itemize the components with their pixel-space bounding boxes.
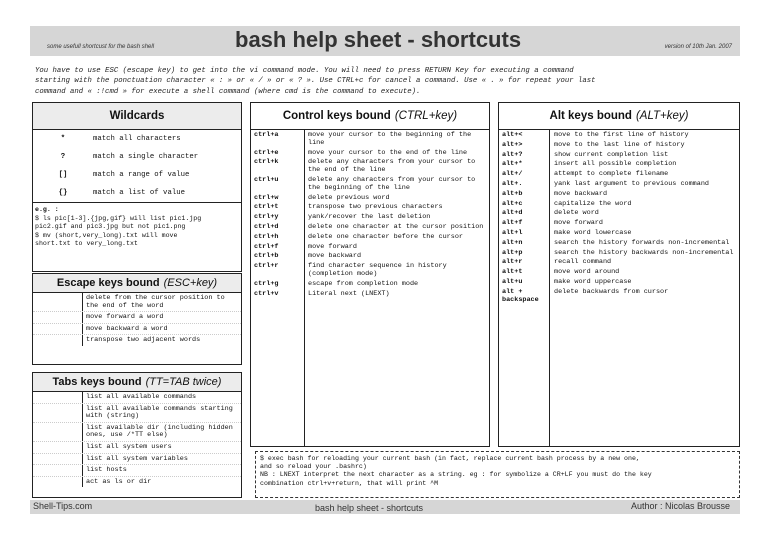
alt-desc: attempt to complete filename <box>554 170 669 179</box>
tabs-row-key <box>33 404 83 422</box>
page-title: bash help sheet - shortcuts <box>235 27 522 52</box>
wildcards-title-text: Wildcards <box>109 110 165 122</box>
tabs-row-desc: list all available commands <box>86 393 197 401</box>
control-title-text: Control keys bound <box>282 110 391 122</box>
control-row <box>251 157 489 175</box>
note-box <box>255 451 740 498</box>
control-key: ctrl+y <box>254 213 279 222</box>
control-key: ctrl+t <box>254 203 279 212</box>
alt-desc: show current completion list <box>554 150 669 159</box>
escape-row <box>33 311 241 323</box>
alt-key: alt+l <box>502 228 523 237</box>
escape-row-desc: move backward a word <box>86 324 168 333</box>
note-line: and so reload your .bashrc) <box>260 463 367 471</box>
escape-keys-panel <box>32 273 242 365</box>
alt-key: alt+. <box>502 179 523 188</box>
control-key: ctrl+e <box>254 148 279 157</box>
wildcard-key: {} <box>58 189 68 197</box>
wildcard-key: * <box>60 135 66 143</box>
alt-desc: move forward <box>554 219 603 228</box>
control-key: ctrl+v <box>254 289 279 298</box>
control-keys-panel <box>250 102 490 447</box>
escape-row-desc: transpose two adjacent words <box>86 336 201 345</box>
escape-row-desc: delete from the cursor position to the end of the word <box>86 294 225 310</box>
alt-row <box>499 189 739 199</box>
escape-row-key <box>33 335 83 346</box>
alt-desc: move word around <box>554 268 620 277</box>
alt-row <box>499 287 739 305</box>
tabs-row <box>33 422 241 441</box>
control-desc: delete any characters from your cursor to the end of the line <box>308 158 476 175</box>
wildcard-key: [] <box>58 171 68 179</box>
alt-key: alt+> <box>502 140 523 149</box>
alt-row <box>499 277 739 287</box>
control-key: ctrl+k <box>254 158 279 167</box>
alt-row <box>499 238 739 248</box>
control-row <box>251 289 489 299</box>
tabs-row-desc: list all available commands starting with (string) <box>86 404 233 421</box>
control-key: ctrl+w <box>254 193 279 202</box>
alt-row <box>499 228 739 238</box>
escape-rows <box>33 293 241 346</box>
control-desc: yank/recover the last deletion <box>308 213 431 222</box>
tabs-row <box>33 441 241 453</box>
control-key: ctrl+a <box>254 131 279 139</box>
alt-row <box>499 159 739 169</box>
tabs-row-key <box>33 454 83 465</box>
control-key: ctrl+h <box>254 232 279 241</box>
tabs-row-desc: list all system users <box>86 442 172 451</box>
alt-desc: search the history backwards non-incremental <box>554 248 734 257</box>
tabs-row <box>33 392 241 403</box>
tagline: some usefull shortcust for the bash shell <box>47 44 155 50</box>
control-key: ctrl+b <box>254 252 279 261</box>
tabs-row <box>33 453 241 465</box>
example-line: $ mv (short,very_long).txt will move <box>35 231 178 239</box>
control-row <box>251 212 489 222</box>
alt-key: alt+p <box>502 248 523 257</box>
tabs-row-key <box>33 423 83 441</box>
tabs-row <box>33 464 241 476</box>
column-divider <box>304 130 305 446</box>
example-line: short.txt to very_long.txt <box>35 240 138 247</box>
alt-key: alt+r <box>502 258 523 267</box>
alt-row <box>499 257 739 267</box>
escape-keys-title <box>33 274 241 293</box>
control-row <box>251 242 489 252</box>
alt-desc: move to the last line of history <box>554 140 685 149</box>
footer-band <box>30 500 740 514</box>
alt-key: alt+f <box>502 219 523 228</box>
tabs-title-text: Tabs keys bound <box>52 376 142 388</box>
column-divider <box>549 130 550 446</box>
tabs-row-desc: act as ls or dir <box>86 477 152 486</box>
note-line: $ exec bash for reloading your current bash (in fact, replace current bash process by a new one, <box>260 455 640 462</box>
control-desc: escape from completion mode <box>308 279 419 288</box>
control-key: ctrl+r <box>254 262 279 271</box>
escape-subtitle: (ESC+key) <box>163 277 218 289</box>
alt-desc: make word uppercase <box>554 277 632 286</box>
tabs-row-key <box>33 465 83 476</box>
control-desc: move backward <box>308 252 362 261</box>
alt-key: alt+d <box>502 209 523 218</box>
tabs-row-key <box>33 392 83 403</box>
wildcard-desc: match all characters <box>93 135 181 143</box>
control-keys-title <box>251 103 489 130</box>
header-band <box>30 26 740 56</box>
wildcards-example <box>33 202 241 247</box>
alt-row <box>499 140 739 150</box>
alt-key: alt+< <box>502 131 523 139</box>
escape-title-text: Escape keys bound <box>56 277 160 289</box>
alt-desc: move backward <box>554 189 608 198</box>
intro-line: You have to use ESC (escape key) to get into the vi command mode. You will need to press RETURN Key for executing a command <box>35 67 574 75</box>
control-rows <box>251 130 489 298</box>
alt-desc: move to the first line of history <box>554 131 689 139</box>
control-desc: Literal next (LNEXT) <box>308 289 390 298</box>
control-desc: move forward <box>308 242 357 251</box>
alt-row <box>499 218 739 228</box>
intro-line: starting with the ponctuation character « : » or « / » or « ? ». Use CTRL+c for cancel a command. Use « . » for repeat your last <box>35 77 596 86</box>
tabs-row-key <box>33 477 83 488</box>
alt-row <box>499 150 739 160</box>
footer-site-link[interactable]: Shell-Tips.com <box>33 501 93 511</box>
tabs-row-key <box>33 442 83 453</box>
control-desc: delete any characters from your cursor to the beginning of the line <box>308 175 476 192</box>
wildcards-title <box>33 103 241 130</box>
alt-key: alt+n <box>502 238 523 247</box>
control-row <box>251 261 489 279</box>
alt-row <box>499 179 739 189</box>
control-key: ctrl+g <box>254 279 279 288</box>
alt-desc: make word lowercase <box>554 228 632 237</box>
escape-row-key <box>33 293 83 311</box>
example-line: pic2.gif and pic3.jpg but not pic1.png <box>35 223 186 230</box>
tabs-keys-title <box>33 373 241 392</box>
control-row <box>251 222 489 232</box>
alt-keys-title <box>499 103 739 130</box>
control-row <box>251 148 489 158</box>
wildcard-desc: match a single character <box>93 153 199 161</box>
alt-desc: delete word <box>554 209 599 218</box>
wildcard-row <box>33 166 241 184</box>
wildcard-key: ? <box>60 153 66 161</box>
control-key: ctrl+d <box>254 222 279 231</box>
alt-desc: insert all possible completion <box>554 160 677 169</box>
alt-key: alt+c <box>502 199 523 208</box>
alt-desc: search the history forwards non-incremental <box>554 238 730 247</box>
control-row <box>251 202 489 212</box>
control-key: ctrl+f <box>254 242 279 251</box>
alt-row <box>499 248 739 258</box>
alt-keys-panel <box>498 102 740 447</box>
escape-row-desc: move forward a word <box>86 313 164 322</box>
control-row <box>251 130 489 148</box>
alt-subtitle: (ALT+key) <box>635 110 689 122</box>
control-desc: move your cursor to the beginning of the line <box>308 131 472 147</box>
tabs-row <box>33 403 241 422</box>
control-desc: delete one character before the cursor <box>308 232 463 241</box>
alt-key: alt+* <box>502 160 523 169</box>
alt-key: alt+b <box>502 189 523 198</box>
example-line: $ ls pic[1-3].{jpg,gif} will list pic1.jpg <box>35 214 202 222</box>
alt-key: alt+? <box>502 150 523 159</box>
example-label: e.g. : <box>35 206 59 213</box>
control-subtitle: (CTRL+key) <box>394 110 458 122</box>
alt-desc: delete backwards from cursor <box>554 287 669 296</box>
tabs-rows <box>33 392 241 487</box>
wildcard-desc: match a range of value <box>93 171 190 179</box>
note-line: NB : LNEXT interpret the next character as a string. eg : for symbolize a CR+LF you must do the key <box>260 471 652 479</box>
note-line: combination ctrl+v+return, that will print ^M <box>260 479 439 487</box>
control-row <box>251 193 489 203</box>
control-desc: delete previous word <box>308 193 390 202</box>
control-desc: find character sequence in history (completion mode) <box>308 262 447 278</box>
control-row <box>251 279 489 289</box>
alt-row <box>499 267 739 277</box>
control-key: ctrl+u <box>254 175 279 184</box>
alt-row <box>499 199 739 209</box>
footer-title: bash help sheet - shortcuts <box>315 503 424 513</box>
wildcard-row <box>33 148 241 166</box>
control-desc: transpose two previous characters <box>308 203 443 212</box>
wildcard-desc: match a list of value <box>93 189 185 197</box>
alt-row <box>499 130 739 140</box>
control-desc: delete one character at the cursor position <box>308 222 484 231</box>
wildcards-rows <box>33 130 241 202</box>
wildcard-row <box>33 184 241 202</box>
alt-desc: capitalize the word <box>554 199 632 208</box>
tabs-row-desc: list available dir (including hidden ones, use /*TT else) <box>86 423 233 440</box>
control-row <box>251 251 489 261</box>
tabs-row-desc: list hosts <box>86 466 127 475</box>
wildcards-panel <box>32 102 242 272</box>
alt-key: alt+u <box>502 277 523 286</box>
escape-row <box>33 323 241 335</box>
tabs-row <box>33 476 241 488</box>
escape-row-key <box>33 312 83 323</box>
intro-text <box>35 66 740 97</box>
tabs-row-desc: list all system variables <box>86 454 188 463</box>
control-desc: move your cursor to the end of the line <box>308 148 468 157</box>
alt-rows <box>499 130 739 304</box>
wildcard-row <box>33 130 241 148</box>
alt-row <box>499 208 739 218</box>
footer-author: Author : Nicolas Brousse <box>630 501 730 511</box>
intro-line: command and « :!cmd » for execute a shell command (where cmd is the command to execute). <box>35 87 421 96</box>
version-label: version of 10th Jan. 2007 <box>664 44 732 50</box>
escape-row-key <box>33 324 83 335</box>
alt-row <box>499 169 739 179</box>
alt-key: alt + backspace <box>502 287 539 304</box>
control-row <box>251 175 489 193</box>
alt-desc: recall command <box>554 258 612 267</box>
alt-desc: yank last argument to previous command <box>554 179 709 188</box>
tabs-keys-panel <box>32 372 242 498</box>
control-row <box>251 232 489 242</box>
escape-row <box>33 334 241 346</box>
alt-key: alt+/ <box>502 170 523 179</box>
escape-row <box>33 293 241 311</box>
alt-title-text: Alt keys bound <box>549 110 632 122</box>
tabs-subtitle: (TT=TAB twice) <box>145 376 222 388</box>
alt-key: alt+t <box>502 268 523 277</box>
